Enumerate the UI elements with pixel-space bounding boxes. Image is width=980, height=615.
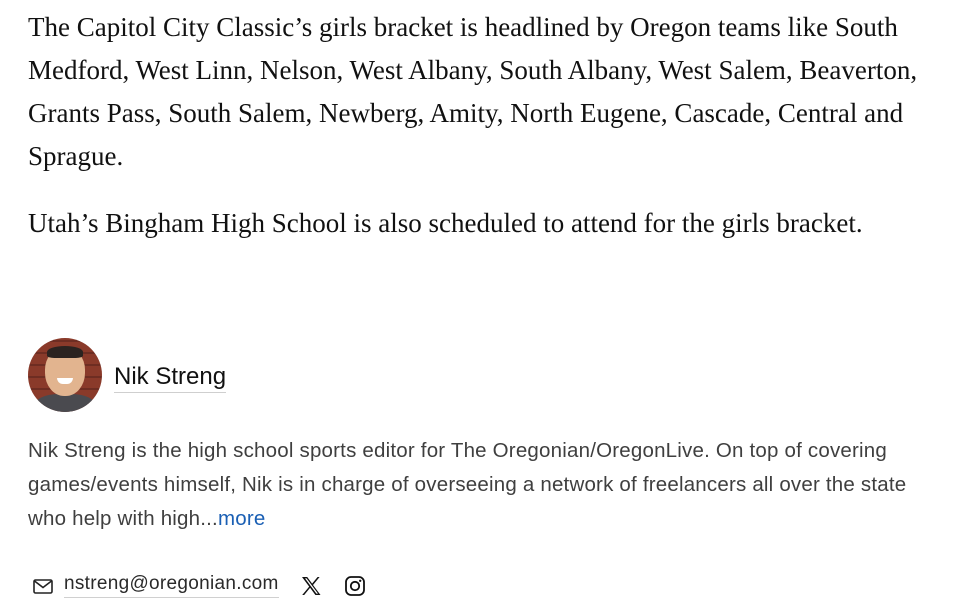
author-block (28, 338, 948, 598)
author-name-link[interactable]: Nik Streng (114, 363, 226, 393)
article-paragraph: Utah’s Bingham High School is also scheduled to attend for the girls bracket. (28, 208, 863, 238)
author-contact-row (32, 573, 948, 598)
author-avatar[interactable] (28, 338, 102, 412)
article-body (28, 6, 948, 269)
author-header (28, 338, 948, 412)
more-link[interactable]: more (217, 507, 266, 530)
mail-icon (32, 575, 54, 597)
author-email-link[interactable]: nstreng@oregonian.com (64, 573, 279, 598)
instagram-icon[interactable] (343, 574, 367, 598)
article-paragraph: The Capitol City Classic’s girls bracket is headlined by Oregon teams like South Medford, West Linn, Nelson, West Albany, South Albany, West Salem, Beaverton, Grants Pass, South Salem, Newberg, Amity, North Eugene, Cascade, Central and Sprague. (28, 12, 918, 171)
author-bio (28, 434, 948, 536)
x-icon[interactable] (299, 574, 323, 598)
author-bio-text: Nik Streng is the high school sports editor for The Oregonian/OregonLive. On top of covering games/events himself, Nik is in charge of overseeing a network of freelancers all over the state who help with high... (28, 439, 907, 530)
